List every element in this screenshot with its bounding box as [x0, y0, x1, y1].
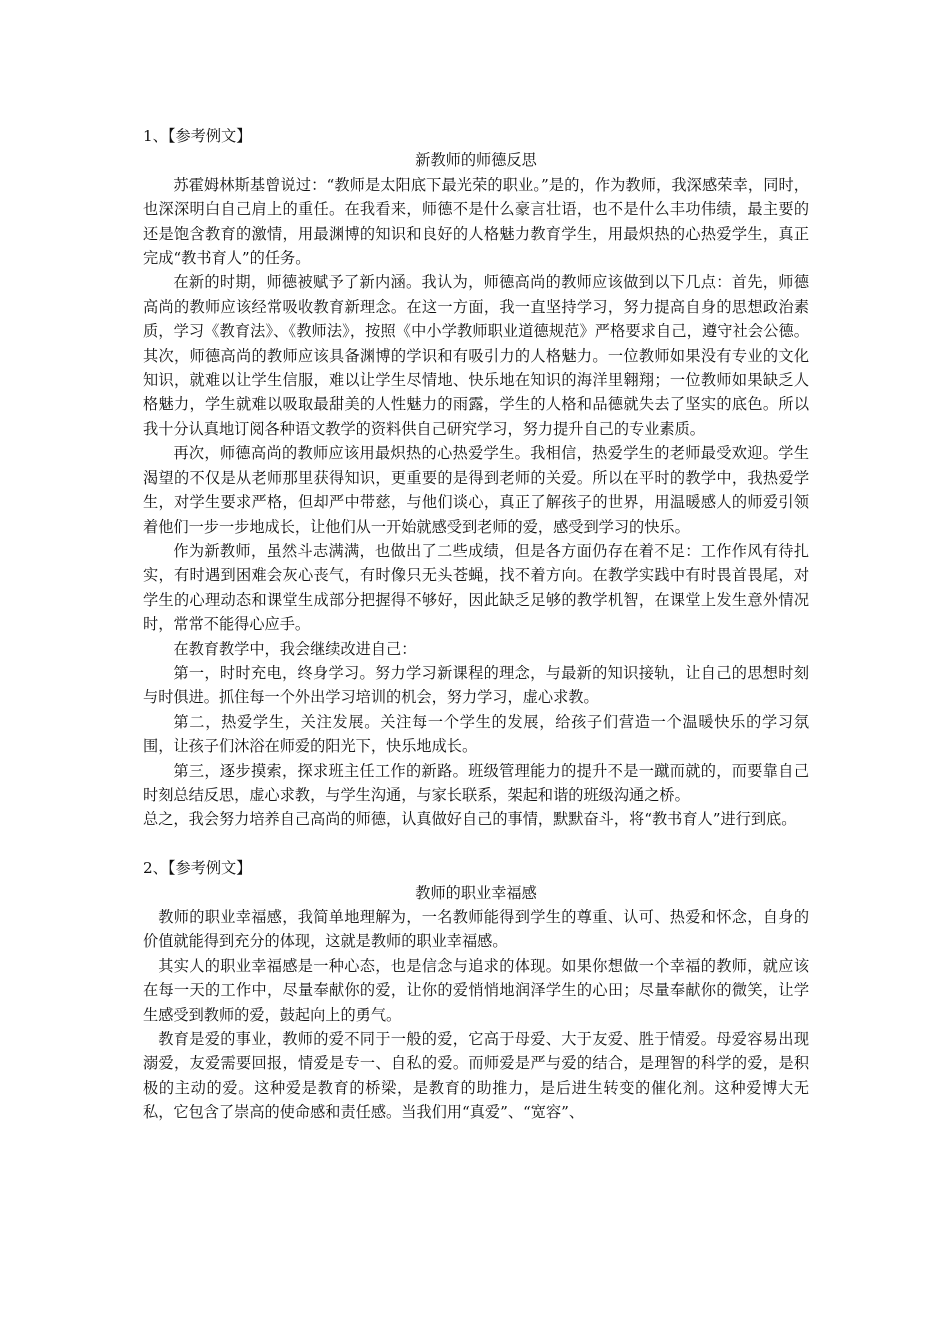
- essay-2-title: 教师的职业幸福感: [415, 883, 537, 902]
- essay-1-paragraph: 第二，热爱学生，关注发展。关注每一个学生的发展，给孩子们营造一个温暖快乐的学习氛围，让孩子们沐浴在师爱的阳光下，快乐地成长。: [143, 712, 809, 756]
- essay-2-paragraph: 其实人的职业幸福感是一种心态，也是信念与追求的体现。如果你想做一个幸福的教师，就应该在每一天的工作中，尽量奉献你的爱，让你的爱悄悄地润泽学生的心田；尽量奉献你的微笑，让学生感受到教师的爱，鼓起向上的勇气。: [143, 956, 809, 1024]
- document-body: [143, 124, 809, 1125]
- section-spacer: [143, 832, 809, 856]
- essay-2-paragraph: 教育是爱的事业，教师的爱不同于一般的爱，它高于母爱、大于友爱、胜于情爱。母爱容易出现溺爱，友爱需要回报，情爱是专一、自私的爱。而师爱是严与爱的结合，是理智的科学的爱，是积极的主动的爱。这种爱是教育的桥梁，是教育的助推力，是后进生转变的催化剂。这种爱博大无私，它包含了崇高的使命感和责任感。当我们用“真爱”、“宽容”、: [143, 1030, 809, 1122]
- essay-1-heading: 1、【参考例文】: [143, 127, 252, 145]
- essay-1-paragraph: 第一，时时充电，终身学习。努力学习新课程的理念，与最新的知识接轨，让自己的思想时刻与时俱进。抓住每一个外出学习培训的机会，努力学习，虚心求教。: [143, 663, 809, 707]
- essay-2-heading: 2、【参考例文】: [143, 859, 252, 878]
- essay-1-paragraph: 作为新教师，虽然斗志满满，也做出了二些成绩，但是各方面仍存在着不足：工作作风有待扎实，有时遇到困难会灰心丧气，有时像只无头苍蝇，找不着方向。在教学实践中有时畏首畏尾，对学生的心理动态和课堂生成部分把握得不够好，因此缺乏足够的教学机智，在课堂上发生意外情况时，常常不能得心应手。: [143, 541, 809, 634]
- essay-1-paragraph: 在教育教学中，我会继续改进自己：: [173, 639, 417, 658]
- essay-1-title: 新教师的师德反思: [415, 151, 537, 170]
- essay-1-conclusion: 总之，我会努力培养自己高尚的师德，认真做好自己的事情，默默奋斗，将“教书育人”进行到底。: [143, 810, 797, 829]
- essay-2-paragraph: 教师的职业幸福感，我简单地理解为，一名教师能得到学生的尊重、认可、热爱和怀念，自身的价值就能得到充分的体现，这就是教师的职业幸福感。: [143, 907, 809, 951]
- essay-1-paragraph: 再次，师德高尚的教师应该用最炽热的心热爱学生。我相信，热爱学生的老师最受欢迎。学生渴望的不仅是从老师那里获得知识，更重要的是得到老师的关爱。所以在平时的教学中，我热爱学生，对学生要求严格，但却严中带慈，与他们谈心，真正了解孩子的世界，用温暖感人的师爱引领着他们一步一步地成长，让他们从一开始就感受到老师的爱，感受到学习的快乐。: [143, 444, 809, 536]
- essay-1-paragraph: 苏霍姆林斯基曾说过：“教师是太阳底下最光荣的职业。”是的，作为教师，我深感荣幸，同时，也深深明白自己肩上的重任。在我看来，师德不是什么豪言壮语，也不是什么丰功伟绩，最主要的还是饱含教育的激情，用最渊博的知识和良好的人格魅力教育学生，用最炽热的心热爱学生，真正完成“教书育人”的任务。: [143, 175, 809, 268]
- essay-1-paragraph: 第三，逐步摸索，探求班主任工作的新路。班级管理能力的提升不是一蹴而就的，而要靠自己时刻总结反思，虚心求教，与学生沟通，与家长联系，架起和谐的班级沟通之桥。: [143, 761, 809, 804]
- essay-1-paragraph: 在新的时期，师德被赋予了新内涵。我认为，师德高尚的教师应该做到以下几点：首先，师德高尚的教师应该经常吸收教育新理念。在这一方面，我一直坚持学习，努力提高自身的思想政治素质，学习《教育法》、《教师法》，按照《中小学教师职业道德规范》严格要求自己，遵守社会公德。其次，师德高尚的教师应该具备渊博的学识和有吸引力的人格魅力。一位教师如果没有专业的文化知识，就难以让学生信服，难以让学生尽情地、快乐地在知识的海洋里翱翔；一位教师如果缺乏人格魅力，学生就难以吸取最甜美的人性魅力的雨露，学生的人格和品德就失去了坚实的底色。所以我十分认真地订阅各种语文教学的资料供自己研究学习，努力提升自己的专业素质。: [143, 273, 809, 438]
